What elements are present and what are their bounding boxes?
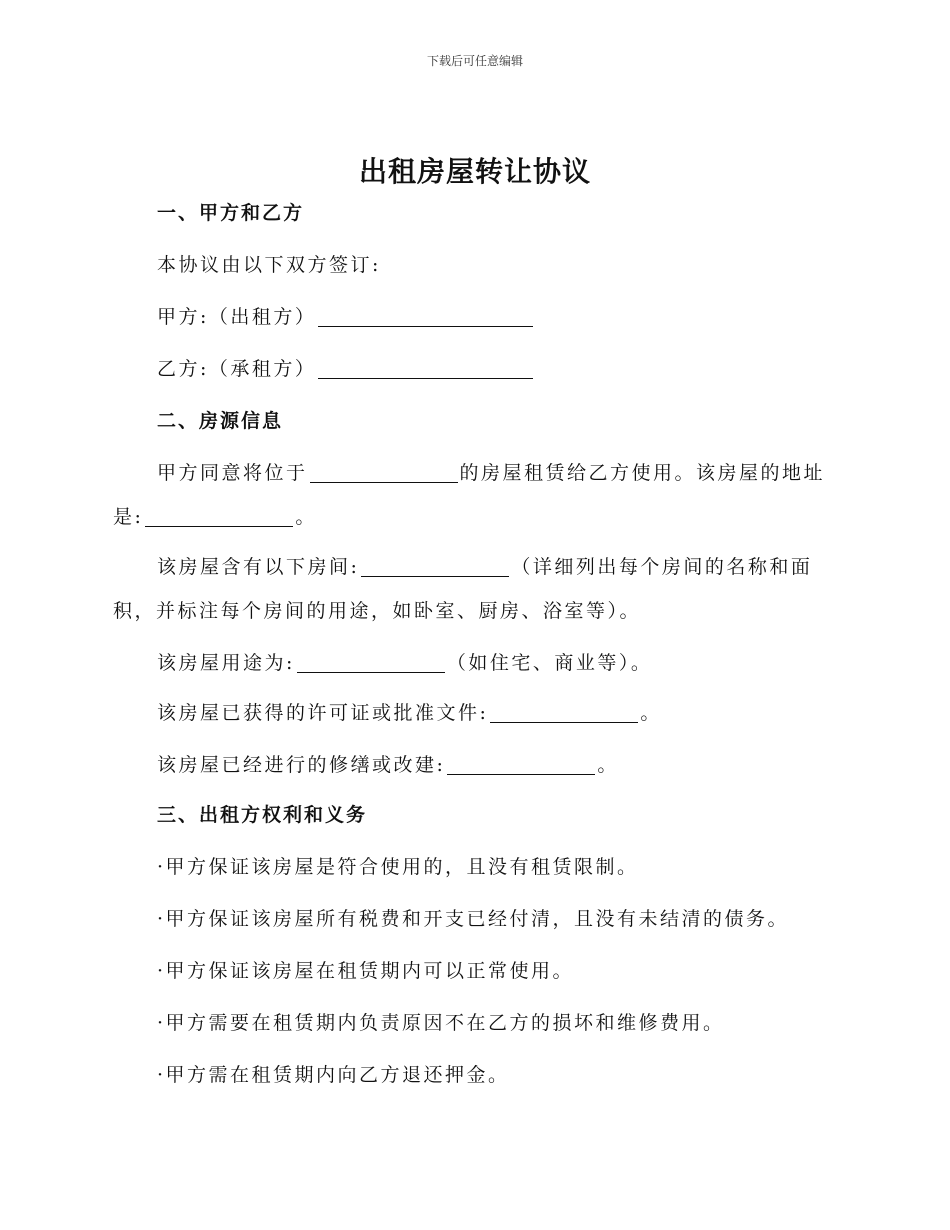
permit-line <box>157 698 662 725</box>
party-b-label: 乙方:（承租方） <box>157 358 317 380</box>
page-header-note: 下载后可任意编辑 <box>426 54 523 68</box>
bullet-dot: · <box>157 908 166 930</box>
intro-paragraph <box>157 250 381 277</box>
list-item-text: 甲方保证该房屋在租赁期内可以正常使用。 <box>165 960 575 982</box>
list-item <box>157 852 639 879</box>
usage-line <box>157 648 652 675</box>
list-item-text: 甲方保证该房屋所有税费和开支已经付清，且没有未结清的债务。 <box>165 908 790 930</box>
section-heading-lessor-obligations: 三、出租方权利和义务 <box>157 804 368 826</box>
list-item-text: 甲方保证该房屋是符合使用的，且没有租赁限制。 <box>165 856 639 878</box>
usage-blank[interactable] <box>297 653 445 673</box>
bullet-dot: · <box>157 1012 166 1034</box>
section-heading-parties: 一、甲方和乙方 <box>157 202 305 224</box>
rooms-detail: 积，并标注每个房间的用途，如卧室、厨房、浴室等）。 <box>113 600 642 622</box>
property-address-end: 。 <box>295 506 317 528</box>
property-location-start: 甲方同意将位于 <box>157 462 308 484</box>
property-location-line-1 <box>157 458 825 485</box>
section-heading-property: 二、房源信息 <box>157 410 284 432</box>
list-item-text: 甲方需在租赁期内向乙方退还押金。 <box>165 1064 510 1086</box>
intro-text: 本协议由以下双方签订: <box>157 254 381 276</box>
renovation-end: 。 <box>597 754 619 776</box>
rooms-start: 该房屋含有以下房间: <box>157 556 360 578</box>
property-location-blank[interactable] <box>310 463 458 483</box>
list-item <box>157 1008 725 1035</box>
party-b-line <box>157 354 535 381</box>
property-location-mid: 的房屋租赁给乙方使用。该房屋的地址 <box>459 462 826 484</box>
property-address-blank[interactable] <box>145 507 293 527</box>
usage-end: （如住宅、商业等）。 <box>446 652 653 674</box>
party-a-blank[interactable] <box>318 307 533 327</box>
property-address-label: 是: <box>113 506 144 528</box>
renovation-line <box>157 750 619 777</box>
permit-end: 。 <box>640 702 662 724</box>
list-item <box>157 1060 510 1087</box>
rooms-line-1 <box>157 552 812 579</box>
list-item <box>157 904 789 931</box>
rooms-mid: （详细列出每个房间的名称和面 <box>511 556 813 578</box>
list-item-text: 甲方需要在租赁期内负责原因不在乙方的损坏和维修费用。 <box>165 1012 725 1034</box>
renovation-blank[interactable] <box>447 755 595 775</box>
permit-start: 该房屋已获得的许可证或批准文件: <box>157 702 489 724</box>
usage-start: 该房屋用途为: <box>157 652 295 674</box>
party-b-blank[interactable] <box>318 359 533 379</box>
document-title: 出租房屋转让协议 <box>358 155 591 188</box>
property-location-line-2 <box>113 502 317 529</box>
rooms-blank[interactable] <box>361 557 509 577</box>
party-a-label: 甲方:（出租方） <box>157 306 317 328</box>
rooms-line-2 <box>113 596 641 623</box>
bullet-dot: · <box>157 1064 166 1086</box>
bullet-dot: · <box>157 960 166 982</box>
renovation-start: 该房屋已经进行的修缮或改建: <box>157 754 446 776</box>
permit-blank[interactable] <box>490 703 638 723</box>
party-a-line <box>157 302 535 329</box>
bullet-dot: · <box>157 856 166 878</box>
list-item <box>157 956 574 983</box>
